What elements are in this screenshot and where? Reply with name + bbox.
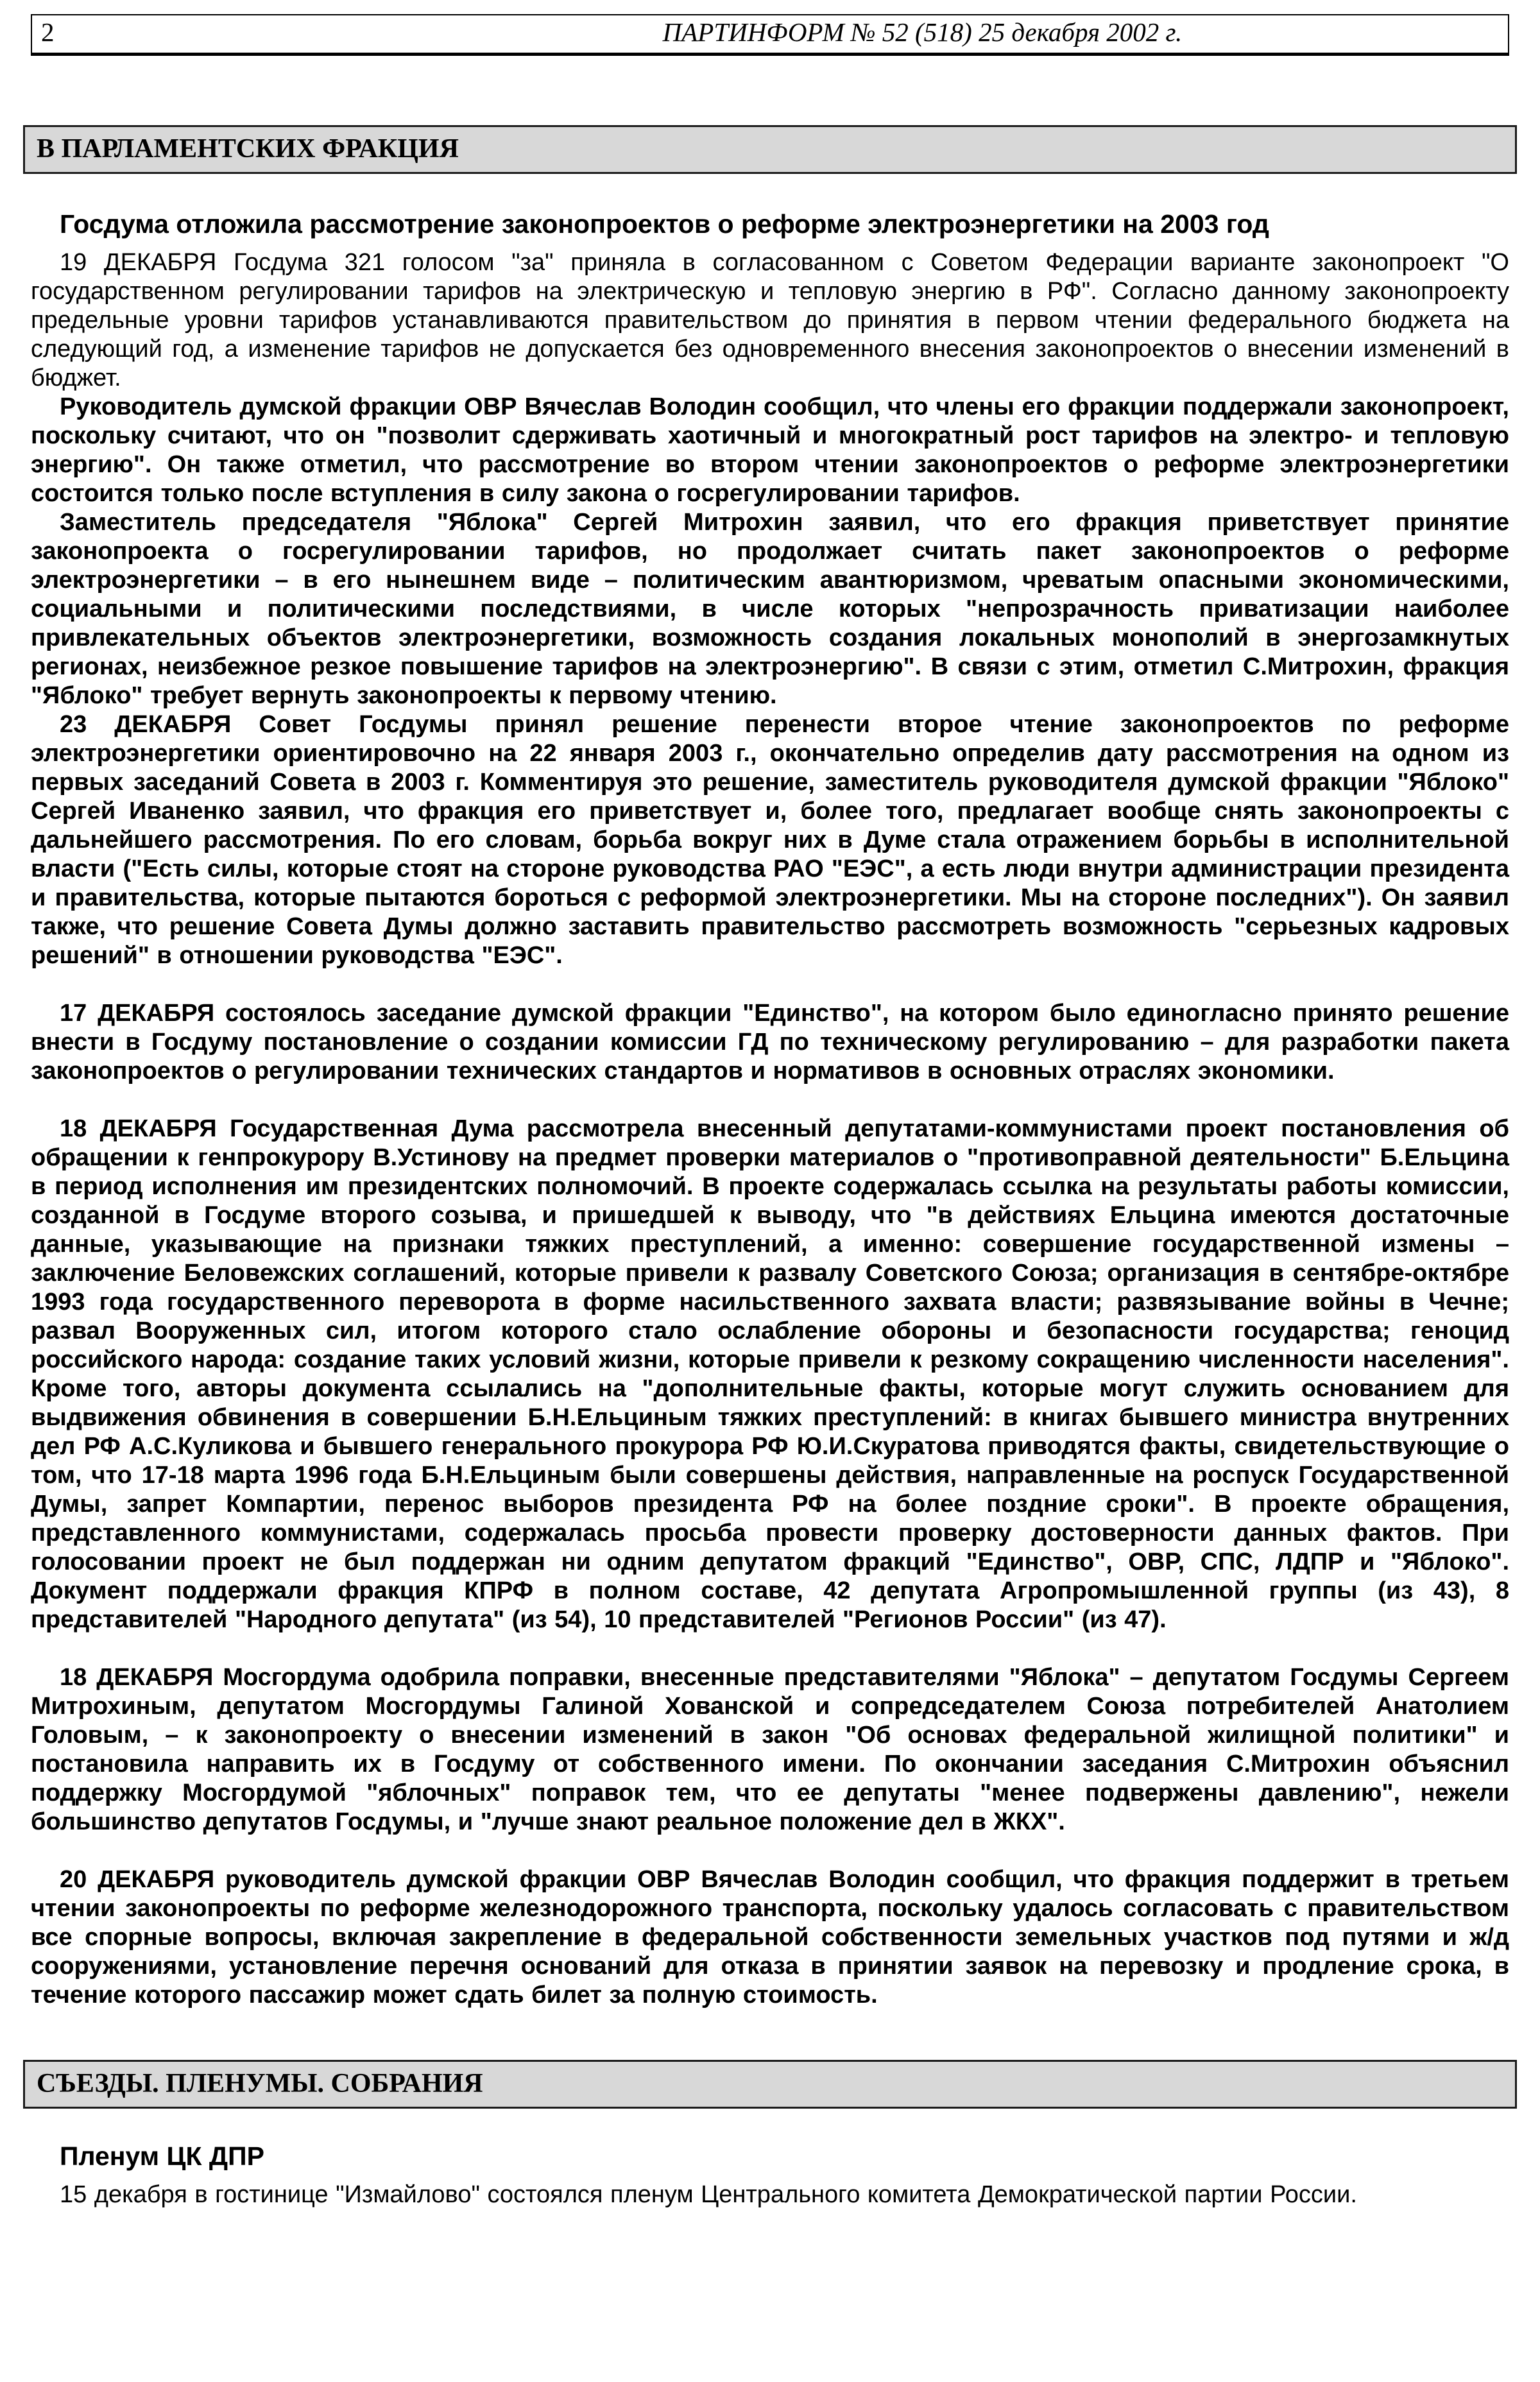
section-header-parliament-factions: [23, 125, 1517, 174]
issue-title: ПАРТИНФОРМ № 52 (518) 25 декабря 2002 г.: [662, 17, 1183, 47]
page-number: 2: [41, 17, 55, 47]
paragraph: 23 ДЕКАБРЯ Совет Госдумы принял решение перенести второе чтение законопроектов по реформе электроэнергетики ориентировочно на 22 января 2003 г., окончательно определив дату рассмотрения на одном из первых заседаний Совета в 2003 г. Комментируя это решение, заместитель руководителя думской фракции "Яблоко" Сергей Иваненко заявил, что фракция его приветствует и, более того, предлагает вообще снять законопроекты с дальнейшего рассмотрения. По его словам, борьба вокруг них в Думе стала отражением борьбы в исполнительной власти ("Есть силы, которые стоят на стороне руководства РАО "ЕЭС", а есть люди внутри администрации президента и правительства, которые пытаются бороться с реформой электроэнергетики. Мы на стороне последних"). Он заявил также, что решение Совета Думы должно заставить правительство рассмотреть возможность "серьезных кадровых решений" в отношении руководства "ЕЭС".: [31, 711, 1509, 969]
paragraph: Руководитель думской фракции ОВР Вячеслав Володин сообщил, что члены его фракции поддержали законопроект, поскольку считают, что он "позволит сдерживать хаотичный и многократный рост тарифов на электро- и тепловую энергию". Он также отметил, что рассмотрение во втором чтении законопроектов о реформе электроэнергетики состоится только после вступления в силу закона о госрегулировании тарифов.: [31, 393, 1509, 507]
paragraph: 15 декабря в гостинице "Измайлово" состоялся пленум Центрального комитета Демократической партии России.: [60, 2181, 1357, 2208]
page-header: [31, 14, 1509, 56]
paragraph: 18 ДЕКАБРЯ Мосгордума одобрила поправки, внесенные представителями "Яблока" – депутатом Госдумы Сергеем Митрохиным, депутатом Мосгордумы Галиной Хованской и сопредседателем Союза потребителей Анатолием Головым, – к законопроекту о внесении изменений в закон "Об основах федеральной жилищной политики" и постановила направить их в Госдуму от собственного имени. По окончании заседания С.Митрохин объяснил поддержку Мосгордумой "яблочных" поправок тем, что ее депутаты "менее подвержены давлению", нежели большинство депутатов Госдумы, и "лучше знают реальное положение дел в ЖКХ".: [31, 1664, 1509, 1835]
section-header-congresses-plenums: [23, 2060, 1517, 2109]
paragraph: 17 ДЕКАБРЯ состоялось заседание думской фракции "Единство", на котором было единогласно принято решение внести в Госдуму постановление о создании комиссии ГД по техническому регулированию – для разработки пакета законопроектов о регулировании технических стандартов и нормативов в основных отраслях экономики.: [31, 1000, 1509, 1084]
paragraph: 20 ДЕКАБРЯ руководитель думской фракции ОВР Вячеслав Володин сообщил, что фракция поддержит в третьем чтении законопроекты по реформе железнодорожного транспорта, поскольку удалось согласовать с правительством все спорные вопросы, включая закрепление в федеральной собственности земельных участков под путями и ж/д сооружениями, установление перечня оснований для отказа в принятии заявок на перевозку и продление срока, в течение которого пассажир может сдать билет за полную стоимость.: [31, 1866, 1509, 2009]
paragraph: 18 ДЕКАБРЯ Государственная Дума рассмотрела внесенный депутатами-коммунистами проект постановления об обращении к генпрокурору В.Устинову на предмет проверки материалов о "противоправной деятельности" Б.Ельцина в период исполнения им президентских полномочий. В проекте содержалась ссылка на результаты работы комиссии, созданной в Госдуме второго созыва, и пришедшей к выводу, что "в действиях Ельцина имеются достаточные данные, указывающие на признаки тяжких преступлений, а именно: совершение государственной измены – заключение Беловежских соглашений, которые привели к развалу Советского Союза; организация в сентябре-октябре 1993 года государственного переворота в форме насильственного захвата власти; развязывание войны в Чечне; развал Вооруженных сил, итогом которого стало ослабление обороны и безопасности государства; геноцид российского народа: создание таких условий жизни, которые привели к резкому сокращению численности населения". Кроме того, авторы документа ссылались на "дополнительные факты, которые могут служить основанием для выдвижения обвинения в совершении Б.Н.Ельциным тяжких преступлений: в книгах бывшего министра внутренних дел РФ А.С.Куликова и бывшего генерального прокурора РФ Ю.И.Скуратова приводятся факты, свидетельствующие о том, что 17-18 марта 1996 года Б.Н.Ельциным были совершены действия, направленные на роспуск Государственной Думы, запрет Компартии, перенос выборов президента РФ на более поздние сроки". В проекте обращения, представленного коммунистами, содержалась просьба провести проверку достоверности данных фактов. При голосовании проект не был поддержан ни одним депутатом фракций "Единство", ОВР, СПС, ЛДПР и "Яблоко". Документ поддержали фракция КПРФ в полном составе, 42 депутата Агропромышленной группы (из 43), 8 представителей "Народного депутата" (из 54), 10 представителей "Регионов России" (из 47).: [31, 1115, 1509, 1633]
article-title-dpr-plenum: Пленум ЦК ДПР: [60, 2141, 264, 2171]
section-header-label: СЪЕЗДЫ. ПЛЕНУМЫ. СОБРАНИЯ: [37, 2069, 483, 2098]
paragraph: Заместитель председателя "Яблока" Сергей Митрохин заявил, что его фракция приветствует принятие законопроекта о госрегулировании тарифов, но продолжает считать пакет законопроектов о реформе электроэнергетики – в его нынешнем виде – политическим авантюризмом, чреватым опасными экономическими, социальными и политическими последствиями, в числе которых "непрозрачность приватизации наиболее привлекательных объектов электроэнергетики, возможность создания локальных монополий в энергозамкнутых регионах, неизбежное резкое повышение тарифов на электроэнергию". В связи с этим, отметил С.Митрохин, фракция "Яблоко" требует вернуть законопроекты к первому чтению.: [31, 509, 1509, 709]
paragraph: 19 ДЕКАБРЯ Госдума 321 голосом "за" приняла в согласованном с Советом Федерации варианте законопроект "О государственном регулировании тарифов на электрическую и тепловую энергию в РФ". Согласно данному законопроекту предельные уровни тарифов устанавливаются правительством до принятия в первом чтении федерального бюджета на следующий год, а изменение тарифов не допускается без одновременного внесения законопроектов о внесении изменений в бюджет.: [31, 249, 1509, 391]
section-header-label: В ПАРЛАМЕНТСКИХ ФРАКЦИЯ: [37, 134, 459, 164]
article-title-energy-reform: Госдума отложила рассмотрение законопроектов о реформе электроэнергетики на 2003 год: [60, 209, 1269, 239]
